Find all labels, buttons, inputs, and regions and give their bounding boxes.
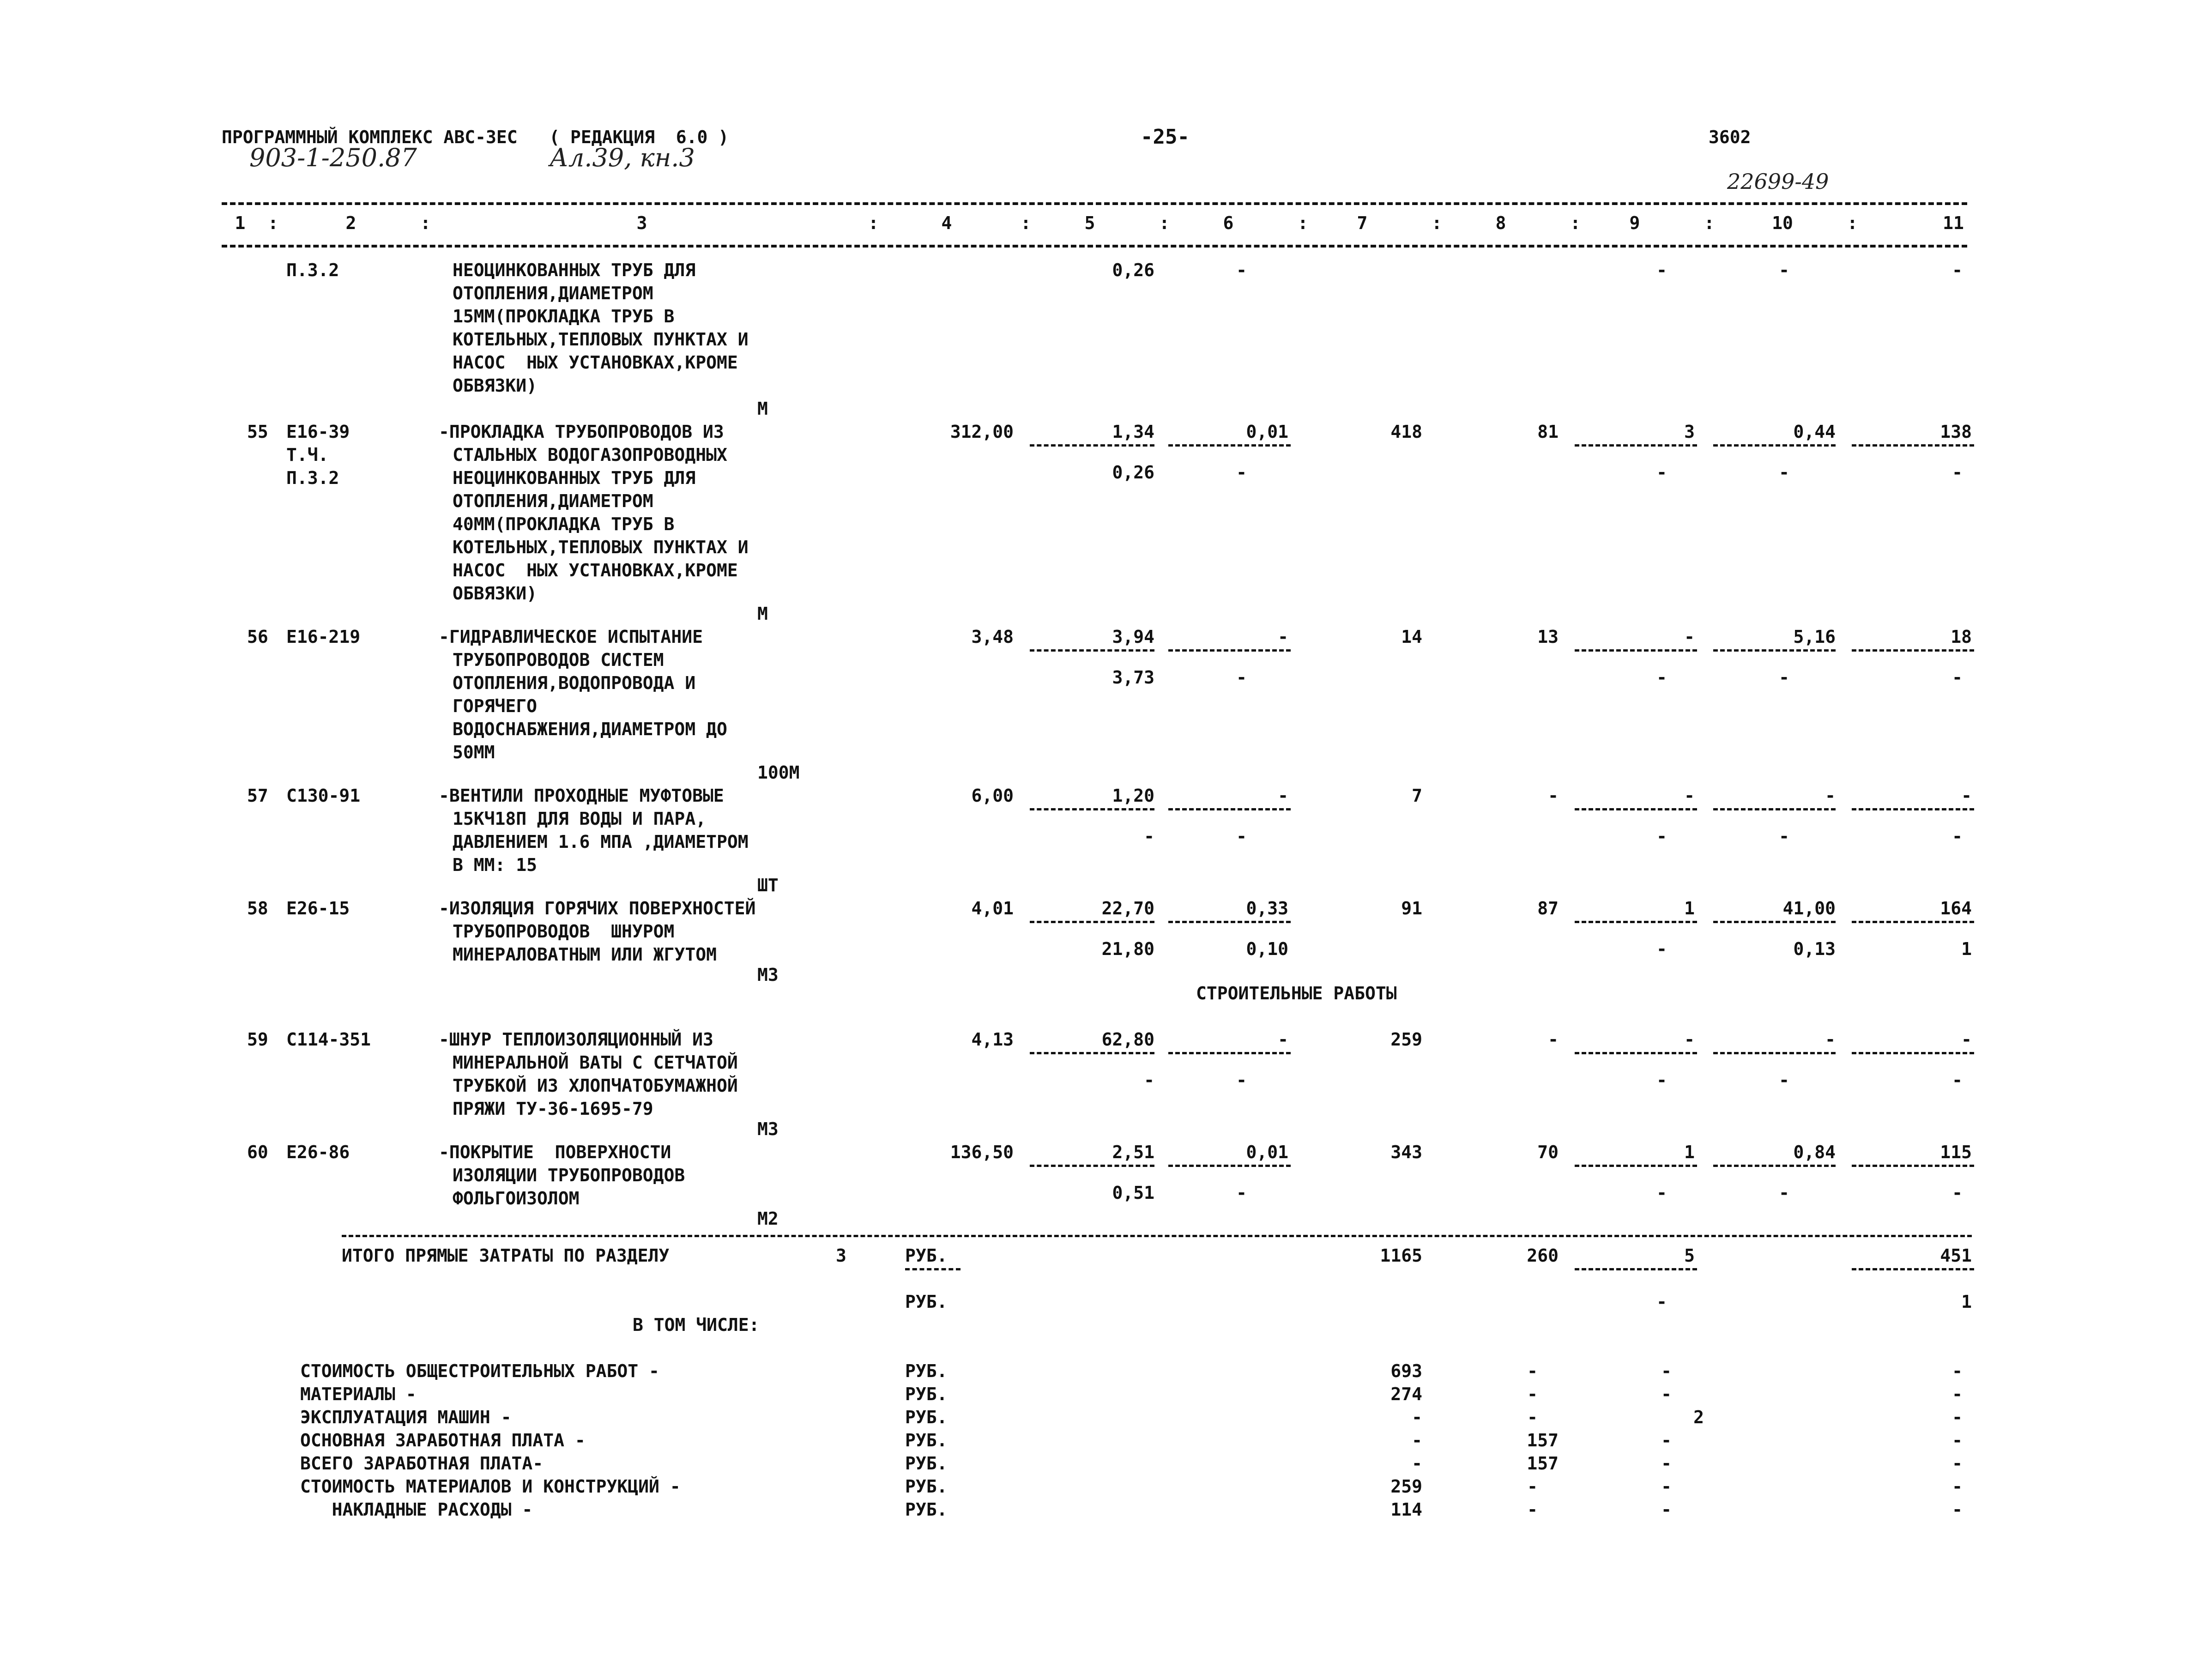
table-cell: 451 [1940,1245,1972,1266]
table-cell: - [1656,826,1667,846]
cell-divider [1713,649,1836,652]
cell-divider [1168,1052,1291,1054]
table-cell: - [1278,786,1288,806]
item-number: 60 [247,1142,268,1162]
item-code: Е26-86 [286,1142,350,1162]
total-cost: 7 [1412,786,1422,806]
cell-divider [1575,808,1697,810]
table-cell: - [1952,1476,1963,1497]
table-cell: - [1825,786,1836,806]
table-cell: - [1952,826,1963,846]
breakdown-label: СТОИМОСТЬ ОБЩЕСТРОИТЕЛЬНЫХ РАБОТ - [300,1361,659,1381]
table-cell: 157 [1527,1453,1559,1474]
total-cost: 343 [1390,1142,1422,1162]
table-cell: 115 [1940,1142,1972,1162]
table-cell: - [1656,939,1667,959]
table-cell: 2 [1693,1407,1704,1427]
table-cell: 0,84 [1793,1142,1836,1162]
quantity: 312,00 [950,422,1014,442]
prev-item-unit: М [757,399,768,419]
item-description: СТАЛЬНЫХ ВОДОГАЗОПРОВОДНЫХ [453,445,727,465]
table-cell: 693 [1390,1361,1422,1381]
total-cost: 91 [1401,898,1422,919]
cell-divider [1575,921,1697,923]
header-rule-top [222,202,1967,205]
column-separator: : [1847,213,1858,233]
cell-divider [1030,444,1154,447]
quantity: 3,48 [971,627,1014,647]
table-cell: - [1825,1029,1836,1050]
item-unit: 100М [757,762,800,783]
column-header-3: 3 [636,213,647,233]
item-unit: М2 [757,1209,779,1229]
sheet-ref: Ал.39, кн.3 [550,143,695,172]
table-cell: 1 [1684,1142,1695,1162]
item-description: ФОЛЬГОИЗОЛОМ [453,1188,580,1209]
doc-number: 22699-49 [1727,169,1829,194]
unit-cost: 2,51 [1112,1142,1154,1162]
table-cell: 138 [1940,422,1972,442]
cell-divider [1575,1268,1697,1270]
table-cell: - [1779,667,1789,688]
prev-item-text: ОБВЯЗКИ) [453,375,538,396]
column-separator: : [1704,213,1715,233]
column-header-8: 8 [1495,213,1506,233]
totals-label: ИТОГО ПРЯМЫЕ ЗАТРАТЫ ПО РАЗДЕЛУ [342,1245,670,1266]
unit-cost: 22,70 [1101,898,1154,919]
table-cell: - [1236,1070,1247,1090]
item-code: С114-351 [286,1029,371,1050]
item-description: ПРЯЖИ ТУ-36-1695-79 [453,1099,653,1119]
table-cell: 157 [1527,1430,1559,1450]
table-cell: 81 [1537,422,1559,442]
column-header-6: 6 [1223,213,1234,233]
cell-divider [1852,1268,1974,1270]
cell-divider [1852,1052,1974,1054]
column-header-1: 1 [235,213,246,233]
table-cell: 0,10 [1246,939,1288,959]
quantity: 136,50 [950,1142,1014,1162]
cell-divider [1168,921,1291,923]
table-cell: - [1779,260,1789,280]
item-code: Т.Ч. [286,445,329,465]
breakdown-label: СТОИМОСТЬ МАТЕРИАЛОВ И КОНСТРУКЦИЙ - [300,1476,681,1497]
column-header-9: 9 [1629,213,1640,233]
cell-divider [1852,444,1974,447]
item-description: ТРУБОПРОВОДОВ ШНУРОМ [453,921,675,942]
breakdown-label: ЭКСПЛУАТАЦИЯ МАШИН - [300,1407,512,1427]
breakdown-unit: РУБ. [905,1499,948,1520]
item-description: МИНЕРАЛЬНОЙ ВАТЫ С СЕТЧАТОЙ [453,1052,738,1073]
cell-divider [1852,649,1974,652]
total-cost: 14 [1401,627,1422,647]
table-cell: 164 [1940,898,1972,919]
table-cell: - [1236,462,1247,483]
table-cell: 0,33 [1246,898,1288,919]
table-cell: 0,13 [1793,939,1836,959]
item-unit: М3 [757,1119,779,1139]
including-label: В ТОМ ЧИСЛЕ: [633,1315,760,1335]
table-cell: - [1527,1476,1538,1497]
table-cell: 5 [1684,1245,1695,1266]
item-code: Е16-219 [286,627,361,647]
table-cell: 87 [1537,898,1559,919]
cell-divider [1575,1165,1697,1167]
item-description: -ПОКРЫТИЕ ПОВЕРХНОСТИ [439,1142,671,1162]
prev-item-text: НАСОС НЫХ УСТАНОВКАХ,КРОМЕ [453,352,738,373]
table-cell: 5,16 [1793,627,1836,647]
table-cell: - [1278,1029,1288,1050]
item-description: -ИЗОЛЯЦИЯ ГОРЯЧИХ ПОВЕРХНОСТЕЙ [439,898,756,919]
table-cell: 114 [1390,1499,1422,1520]
column-header-10: 10 [1772,213,1793,233]
item-unit: М3 [757,965,779,985]
table-cell: - [1952,1407,1963,1427]
cell-divider [1575,649,1697,652]
prev-item-text: НЕОЦИНКОВАННЫХ ТРУБ ДЛЯ [453,260,696,280]
quantity: 4,13 [971,1029,1014,1050]
item-description: 50ММ [453,742,495,762]
column-separator: : [1021,213,1031,233]
item-description: НЕОЦИНКОВАННЫХ ТРУБ ДЛЯ [453,468,696,488]
table-cell: - [1661,1476,1672,1497]
totals-unit: РУБ. [905,1245,948,1266]
item-code: С130-91 [286,786,361,806]
breakdown-label: МАТЕРИАЛЫ - [300,1384,417,1404]
unit-divider [905,1268,961,1270]
cell-divider [1030,1052,1154,1054]
table-cell: - [1952,462,1963,483]
item-description: -ПРОКЛАДКА ТРУБОПРОВОДОВ ИЗ [439,422,724,442]
table-cell: 21,80 [1101,939,1154,959]
table-cell: 260 [1527,1245,1559,1266]
table-cell: 0,44 [1793,422,1836,442]
breakdown-unit: РУБ. [905,1384,948,1404]
breakdown-unit: РУБ. [905,1453,948,1474]
table-cell: - [1236,260,1247,280]
column-separator: : [1570,213,1581,233]
prev-item-text: ОТОПЛЕНИЯ,ДИАМЕТРОМ [453,283,653,303]
breakdown-label: ОСНОВНАЯ ЗАРАБОТНАЯ ПЛАТА - [300,1430,586,1450]
table-cell: 18 [1951,627,1972,647]
item-unit: М [757,604,768,624]
cell-divider [1575,1052,1697,1054]
table-cell: 13 [1537,627,1559,647]
table-cell: 0,01 [1246,1142,1288,1162]
column-header-7: 7 [1357,213,1368,233]
cell-divider [1030,921,1154,923]
item-number: 59 [247,1029,268,1050]
item-number: 57 [247,786,268,806]
table-cell: - [1527,1361,1538,1381]
table-cell: - [1656,667,1667,688]
table-cell: - [1412,1407,1422,1427]
column-header-5: 5 [1084,213,1095,233]
column-separator: : [1432,213,1442,233]
table-cell: - [1684,786,1695,806]
table-cell: - [1144,1070,1154,1090]
table-cell: - [1952,1430,1963,1450]
column-header-2: 2 [345,213,356,233]
table-cell: - [1661,1384,1672,1404]
table-cell: - [1412,1430,1422,1450]
quantity: 6,00 [971,786,1014,806]
table-cell: - [1661,1430,1672,1450]
table-cell: - [1961,786,1972,806]
table-cell: - [1656,462,1667,483]
table-cell: - [1656,1183,1667,1203]
table-cell: - [1779,462,1789,483]
table-cell: - [1548,1029,1559,1050]
table-cell: - [1236,826,1247,846]
breakdown-label: ВСЕГО ЗАРАБОТНАЯ ПЛАТА- [300,1453,544,1474]
table-cell: 0,26 [1112,260,1154,280]
unit-cost: 62,80 [1101,1029,1154,1050]
project-ref: 903-1-250.87 [249,143,417,172]
table-cell: - [1779,1070,1789,1090]
cell-divider [1852,1165,1974,1167]
cell-divider [1852,808,1974,810]
table-cell: 41,00 [1782,898,1836,919]
table-cell: 259 [1390,1476,1422,1497]
cell-divider [1713,444,1836,447]
table-cell: 3,73 [1112,667,1154,688]
item-unit: ШТ [757,875,779,895]
table-cell: - [1548,786,1559,806]
totals-section: 3 [836,1245,846,1266]
cell-divider [1713,921,1836,923]
table-cell: 0,26 [1112,462,1154,483]
table-cell: - [1961,1029,1972,1050]
cell-divider [1168,649,1291,652]
table-cell: - [1952,1453,1963,1474]
table-cell: - [1656,1292,1667,1312]
item-description: 15КЧ18П ДЛЯ ВОДЫ И ПАРА, [453,809,707,829]
column-header-4: 4 [941,213,952,233]
item-number: 58 [247,898,268,919]
cell-divider [1575,444,1697,447]
table-cell: - [1952,1499,1963,1520]
prev-item-text: 15ММ(ПРОКЛАДКА ТРУБ В [453,306,675,326]
table-cell: - [1527,1407,1538,1427]
cell-divider [1168,444,1291,447]
table-cell: - [1952,1183,1963,1203]
table-cell: - [1656,260,1667,280]
table-cell: - [1952,667,1963,688]
table-cell: - [1412,1453,1422,1474]
cell-divider [1713,1052,1836,1054]
item-description: ВОДОСНАБЖЕНИЯ,ДИАМЕТРОМ ДО [453,719,727,739]
item-description: ОТОПЛЕНИЯ,ДИАМЕТРОМ [453,491,653,511]
item-description: -ВЕНТИЛИ ПРОХОДНЫЕ МУФТОВЫЕ [439,786,724,806]
item-description: В ММ: 15 [453,855,538,875]
cell-divider [1168,1165,1291,1167]
table-cell: - [1684,1029,1695,1050]
item-description: ТРУБКОЙ ИЗ ХЛОПЧАТОБУМАЖНОЙ [453,1076,738,1096]
cell-divider [1852,921,1974,923]
item-description: ОТОПЛЕНИЯ,ВОДОПРОВОДА И [453,673,696,693]
table-cell: - [1527,1499,1538,1520]
quantity: 4,01 [971,898,1014,919]
cell-divider [1168,808,1291,810]
cell-divider [1713,1165,1836,1167]
header-rule-bottom [222,245,1967,248]
table-cell: - [1952,1070,1963,1090]
table-cell: - [1952,260,1963,280]
column-separator: : [1159,213,1170,233]
totals-rule [342,1235,1972,1237]
table-cell: - [1779,826,1789,846]
item-description: ОБВЯЗКИ) [453,583,538,604]
table-cell: - [1236,1183,1247,1203]
breakdown-unit: РУБ. [905,1407,948,1427]
table-cell: - [1656,1070,1667,1090]
item-description: КОТЕЛЬНЫХ,ТЕПЛОВЫХ ПУНКТАХ И [453,537,749,557]
table-cell: - [1684,627,1695,647]
table-cell: 0,01 [1246,422,1288,442]
prev-item-code: П.3.2 [286,260,339,280]
column-separator: : [420,213,431,233]
table-cell: - [1278,627,1288,647]
table-cell: 70 [1537,1142,1559,1162]
item-description: ГОРЯЧЕГО [453,696,538,716]
item-code: Е26-15 [286,898,350,919]
cell-divider [1713,808,1836,810]
total-cost: 418 [1390,422,1422,442]
unit-cost: 3,94 [1112,627,1154,647]
item-number: 56 [247,627,268,647]
cell-divider [1030,808,1154,810]
table-cell: - [1527,1384,1538,1404]
column-header-11: 11 [1943,213,1964,233]
column-separator: : [868,213,879,233]
table-cell: 3 [1684,422,1695,442]
table-cell: - [1661,1499,1672,1520]
program-title: ПРОГРАММНЫЙ КОМПЛЕКС АВС-ЗЕС ( РЕДАКЦИЯ 6.0 ) [222,127,729,147]
table-cell: - [1952,1384,1963,1404]
cell-divider [1030,1165,1154,1167]
breakdown-unit: РУБ. [905,1361,948,1381]
total-cost: 259 [1390,1029,1422,1050]
totals-unit: РУБ. [905,1292,948,1312]
table-cell: 274 [1390,1384,1422,1404]
item-description: МИНЕРАЛОВАТНЫМ ИЛИ ЖГУТОМ [453,944,717,965]
item-description: 40ММ(ПРОКЛАДКА ТРУБ В [453,514,675,534]
table-cell: - [1952,1361,1963,1381]
table-cell: 0,51 [1112,1183,1154,1203]
item-description: -ШНУР ТЕПЛОИЗОЛЯЦИОННЫЙ ИЗ [439,1029,713,1050]
table-cell: 1 [1961,939,1972,959]
table-cell: - [1236,667,1247,688]
table-cell: 1 [1684,898,1695,919]
prev-item-text: КОТЕЛЬНЫХ,ТЕПЛОВЫХ ПУНКТАХ И [453,329,749,350]
table-cell: - [1779,1183,1789,1203]
item-description: НАСОС НЫХ УСТАНОВКАХ,КРОМЕ [453,560,738,580]
page-code: 3602 [1709,127,1751,147]
cell-divider [1030,649,1154,652]
item-description: -ГИДРАВЛИЧЕСКОЕ ИСПЫТАНИЕ [439,627,703,647]
unit-cost: 1,20 [1112,786,1154,806]
item-description: ТРУБОПРОВОДОВ СИСТЕМ [453,650,664,670]
item-code: Е16-39 [286,422,350,442]
table-cell: 1 [1961,1292,1972,1312]
breakdown-unit: РУБ. [905,1430,948,1450]
item-description: ИЗОЛЯЦИИ ТРУБОПРОВОДОВ [453,1165,685,1185]
item-number: 55 [247,422,268,442]
section-title: СТРОИТЕЛЬНЫЕ РАБОТЫ [1196,983,1397,1003]
page-number: -25- [1141,125,1190,149]
table-cell: - [1661,1361,1672,1381]
item-code: П.3.2 [286,468,339,488]
breakdown-unit: РУБ. [905,1476,948,1497]
column-separator: : [1298,213,1308,233]
breakdown-label: НАКЛАДНЫЕ РАСХОДЫ - [300,1499,533,1520]
column-separator: : [268,213,278,233]
table-cell: 1165 [1380,1245,1422,1266]
table-cell: - [1144,826,1154,846]
item-description: ДАВЛЕНИЕМ 1.6 МПА ,ДИАМЕТРОМ [453,832,749,852]
unit-cost: 1,34 [1112,422,1154,442]
table-cell: - [1661,1453,1672,1474]
